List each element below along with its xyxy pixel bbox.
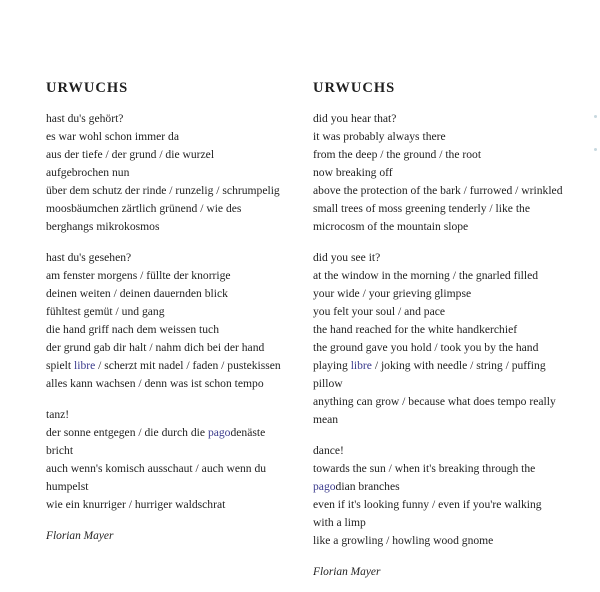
line-text: microcosm of the mountain slope bbox=[313, 220, 469, 233]
line-text: dance! bbox=[313, 444, 344, 457]
poem-line bbox=[313, 442, 583, 460]
line-text: hast du's gehört? bbox=[46, 112, 124, 125]
edge-mark bbox=[594, 148, 597, 151]
stanza bbox=[46, 249, 296, 393]
poem-title: URWUCHS bbox=[313, 80, 396, 96]
line-text: am fenster morgens / füllte der knorrige bbox=[46, 269, 231, 282]
line-text: towards the sun / when it's breaking through the bbox=[313, 462, 536, 475]
line-text: fühltest gemüt / und gang bbox=[46, 305, 165, 318]
highlighted-word: libre bbox=[350, 359, 372, 372]
line-text: it was probably always there bbox=[313, 130, 446, 143]
line-text: above the protection of the bark / furrowed / wrinkled bbox=[313, 184, 563, 197]
line-text: auch wenn's komisch ausschaut / auch wenn du bbox=[46, 462, 267, 475]
stanza-container bbox=[46, 110, 296, 514]
line-text: wie ein knurriger / hurriger waldschrat bbox=[46, 498, 226, 511]
line-text: mean bbox=[313, 413, 339, 426]
stanza bbox=[313, 249, 583, 429]
poem-line bbox=[46, 200, 296, 218]
poem-line bbox=[313, 303, 583, 321]
poem-line bbox=[46, 375, 296, 393]
line-text: with a limp bbox=[313, 516, 366, 529]
english-poem bbox=[313, 80, 583, 581]
line-text: deinen weiten / deinen dauernden blick bbox=[46, 287, 228, 300]
line-text: aus der tiefe / der grund / die wurzel bbox=[46, 148, 215, 161]
poem-line bbox=[313, 393, 583, 411]
poem-line bbox=[313, 339, 583, 357]
poem-line bbox=[46, 321, 296, 339]
line-text: bricht bbox=[46, 444, 74, 457]
poem-line bbox=[46, 496, 296, 514]
poem-line bbox=[313, 249, 583, 267]
line-text: der grund gab dir halt / nahm dich bei der hand bbox=[46, 341, 265, 354]
line-text: spielt bbox=[46, 359, 75, 372]
poem-title: URWUCHS bbox=[46, 80, 129, 96]
poem-line bbox=[313, 321, 583, 339]
stanza bbox=[313, 110, 583, 236]
line-text: / scherzt mit nadel / faden / pustekissen bbox=[95, 359, 281, 372]
line-text: like a growling / howling wood gnome bbox=[313, 534, 494, 547]
line-text: / joking with needle / string / puffing bbox=[371, 359, 546, 372]
line-text: berghangs mikrokosmos bbox=[46, 220, 160, 233]
highlighted-word: libre bbox=[74, 359, 96, 372]
stanza bbox=[46, 110, 296, 236]
stanza bbox=[313, 442, 583, 550]
line-text: tanz! bbox=[46, 408, 70, 421]
poem-line bbox=[46, 460, 296, 478]
stanza-container bbox=[313, 110, 583, 550]
highlighted-word: pago bbox=[313, 480, 336, 493]
poem-line bbox=[313, 375, 583, 393]
line-text: über dem schutz der rinde / runzelig / schrumpelig bbox=[46, 184, 280, 197]
poem-line bbox=[46, 303, 296, 321]
line-text: der sonne entgegen / die durch die bbox=[46, 426, 208, 439]
poem-line bbox=[313, 532, 583, 550]
poem-line bbox=[313, 411, 583, 429]
line-text: humpelst bbox=[46, 480, 89, 493]
stanza bbox=[46, 406, 296, 514]
poem-line bbox=[313, 267, 583, 285]
line-text: alles kann wachsen / denn was ist schon tempo bbox=[46, 377, 264, 390]
line-text: pillow bbox=[313, 377, 343, 390]
line-text: did you hear that? bbox=[313, 112, 397, 125]
line-text: die hand griff nach dem weissen tuch bbox=[46, 323, 219, 336]
poem-line bbox=[46, 128, 296, 146]
line-text: from the deep / the ground / the root bbox=[313, 148, 482, 161]
poem-line bbox=[313, 514, 583, 532]
poem-line bbox=[313, 496, 583, 514]
poem-line bbox=[46, 110, 296, 128]
poem-line bbox=[46, 357, 296, 375]
poem-line bbox=[313, 200, 583, 218]
poem-line bbox=[313, 357, 583, 375]
poem-line bbox=[313, 478, 583, 496]
poem-line bbox=[46, 218, 296, 236]
line-text: moosbäumchen zärtlich grünend / wie des bbox=[46, 202, 242, 215]
poem-line bbox=[313, 460, 583, 478]
poem-line bbox=[313, 164, 583, 182]
poem-line bbox=[46, 406, 296, 424]
german-poem bbox=[46, 80, 296, 545]
poem-line bbox=[46, 164, 296, 182]
poem-line bbox=[313, 146, 583, 164]
poem-line bbox=[313, 110, 583, 128]
line-text: dian branches bbox=[335, 480, 400, 493]
line-text: hast du's gesehen? bbox=[46, 251, 132, 264]
poem-line bbox=[46, 478, 296, 496]
line-text: now breaking off bbox=[313, 166, 393, 179]
line-text: aufgebrochen nun bbox=[46, 166, 130, 179]
poem-line bbox=[313, 128, 583, 146]
author-name: Florian Mayer bbox=[313, 566, 381, 578]
line-text: denäste bbox=[230, 426, 266, 439]
poem-line bbox=[313, 182, 583, 200]
line-text: the hand reached for the white handkerchief bbox=[313, 323, 518, 336]
line-text: anything can grow / because what does tempo really bbox=[313, 395, 556, 408]
poem-line bbox=[46, 267, 296, 285]
poem-line bbox=[46, 424, 296, 442]
line-text: the ground gave you hold / took you by the hand bbox=[313, 341, 539, 354]
line-text: es war wohl schon immer da bbox=[46, 130, 179, 143]
edge-mark bbox=[594, 115, 597, 118]
poem-line bbox=[46, 146, 296, 164]
poem-line bbox=[46, 339, 296, 357]
line-text: small trees of moss greening tenderly / like the bbox=[313, 202, 531, 215]
poem-line bbox=[46, 249, 296, 267]
line-text: did you see it? bbox=[313, 251, 381, 264]
line-text: your wide / your grieving glimpse bbox=[313, 287, 472, 300]
line-text: playing bbox=[313, 359, 351, 372]
highlighted-word: pago bbox=[207, 426, 231, 439]
poem-line bbox=[313, 218, 583, 236]
author-name: Florian Mayer bbox=[46, 530, 114, 542]
poem-line bbox=[46, 285, 296, 303]
poem-line bbox=[46, 182, 296, 200]
line-text: you felt your soul / and pace bbox=[313, 305, 446, 318]
poem-line bbox=[313, 285, 583, 303]
line-text: at the window in the morning / the gnarled filled bbox=[313, 269, 539, 282]
line-text: even if it's looking funny / even if you're walking bbox=[313, 498, 542, 511]
poem-line bbox=[46, 442, 296, 460]
